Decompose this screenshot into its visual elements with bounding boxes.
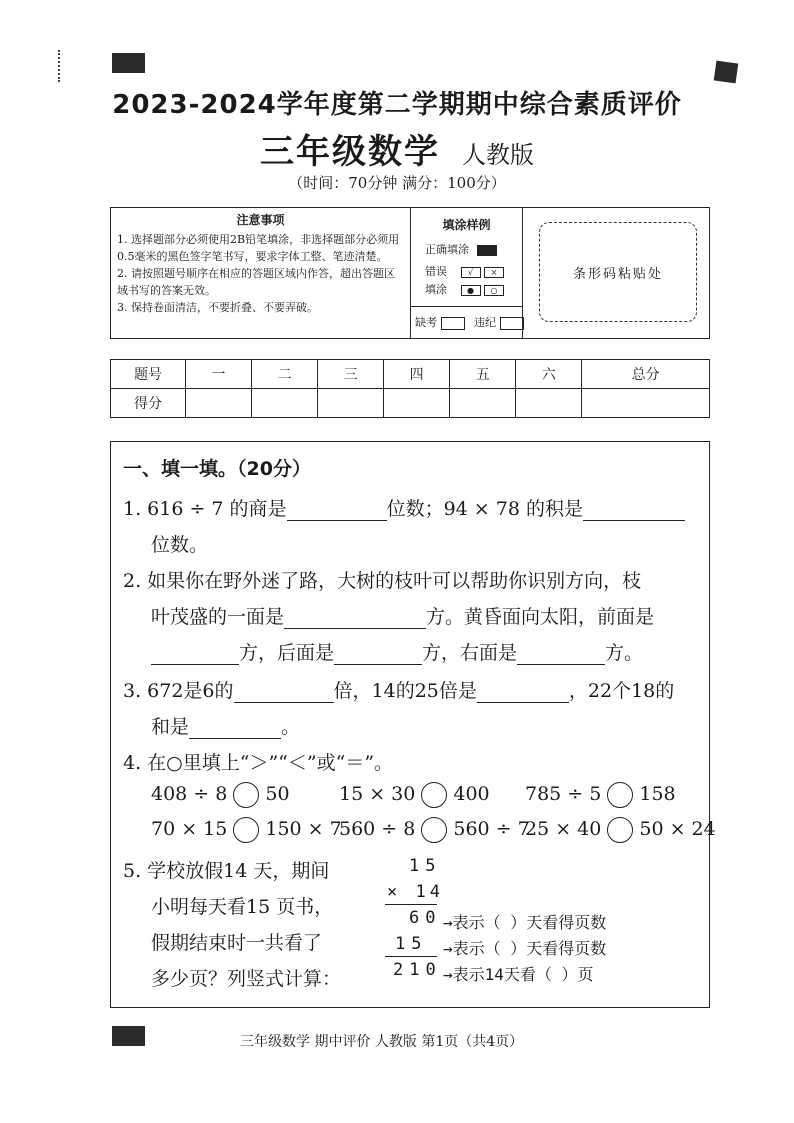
compare-right: 158 bbox=[639, 783, 676, 805]
notice-item: 2. 请按照题号顺序在相应的答题区域内作答，超出答题区域书写的答案无效。 bbox=[117, 267, 395, 297]
answer-blank[interactable] bbox=[334, 644, 422, 665]
section-fill-in bbox=[110, 441, 716, 1008]
compare-left: 785 ÷ 5 bbox=[525, 783, 602, 805]
wrong-fill-label-2: 填涂 bbox=[425, 283, 447, 296]
compare-left: 70 × 15 bbox=[151, 818, 228, 840]
compare-circle[interactable] bbox=[421, 782, 447, 808]
calc-partial-1: 60 bbox=[409, 908, 442, 928]
page-footer: 三年级数学 期中评价 人教版 第1页（共4页） bbox=[240, 1034, 524, 1050]
compare-left: 25 × 40 bbox=[525, 818, 602, 840]
score-header-cell: 五 bbox=[450, 360, 516, 389]
answer-blank[interactable] bbox=[287, 500, 387, 521]
score-table-score-row bbox=[111, 389, 710, 418]
exam-title: 2023-2024学年度第二学期期中综合素质评价 bbox=[112, 90, 682, 120]
q5-line: 小明每天看15 页书， bbox=[151, 896, 334, 918]
score-header-cell: 一 bbox=[186, 360, 252, 389]
q3-text-a: 3. 672是6的 bbox=[123, 680, 234, 702]
score-header-cell: 四 bbox=[384, 360, 450, 389]
violation-label: 违纪 bbox=[474, 316, 496, 329]
compare-item bbox=[525, 782, 676, 808]
violation-checkbox[interactable] bbox=[500, 317, 524, 330]
compare-item bbox=[339, 782, 490, 808]
compare-item bbox=[151, 817, 342, 843]
compare-item bbox=[339, 817, 530, 843]
compare-left: 560 ÷ 8 bbox=[339, 818, 416, 840]
q1-text-a: 1. 616 ÷ 7 的商是 bbox=[123, 498, 287, 520]
compare-circle[interactable] bbox=[233, 817, 259, 843]
question-2-line2 bbox=[151, 602, 654, 629]
calc-total: 210 bbox=[393, 960, 442, 980]
score-row-label: 得分 bbox=[111, 389, 186, 418]
calc-line bbox=[385, 904, 437, 905]
question-3 bbox=[123, 676, 674, 703]
q3-text-c: ，22个18的 bbox=[568, 680, 675, 702]
compare-right: 50 bbox=[265, 783, 290, 805]
score-cell[interactable] bbox=[318, 389, 384, 418]
compare-item bbox=[151, 782, 290, 808]
q4-title: 4. 在○里填上“＞”“＜”或“＝”。 bbox=[123, 752, 394, 774]
answer-blank[interactable] bbox=[189, 718, 281, 739]
q3-text-e: 。 bbox=[281, 716, 301, 738]
compare-circle[interactable] bbox=[607, 817, 633, 843]
wrong-fill-row bbox=[425, 263, 522, 279]
notice-box bbox=[110, 207, 710, 339]
compare-right: 560 ÷ 7 bbox=[453, 818, 530, 840]
binding-margin-dots bbox=[58, 50, 63, 82]
filled-box-icon bbox=[477, 245, 497, 256]
compare-item bbox=[525, 817, 716, 843]
q2-text-b: 叶茂盛的一面是 bbox=[151, 606, 285, 628]
compare-right: 50 × 24 bbox=[639, 818, 716, 840]
barcode-placeholder: 条形码粘贴处 bbox=[539, 222, 697, 322]
compare-left: 408 ÷ 8 bbox=[151, 783, 228, 805]
question-1 bbox=[123, 494, 685, 521]
question-3-line2 bbox=[151, 712, 300, 739]
score-cell[interactable] bbox=[516, 389, 582, 418]
question-2-line3 bbox=[151, 638, 643, 665]
answer-blank[interactable] bbox=[583, 500, 685, 521]
answer-blank[interactable] bbox=[234, 682, 334, 703]
score-table bbox=[110, 359, 710, 418]
fill-sample bbox=[411, 208, 523, 338]
compare-circle[interactable] bbox=[607, 782, 633, 808]
calc-line bbox=[385, 956, 437, 957]
absent-label: 缺考 bbox=[415, 316, 437, 329]
edition-label: 人教版 bbox=[462, 141, 534, 169]
score-header-cell: 题号 bbox=[111, 360, 186, 389]
q5-line: 假期结束时一共看了 bbox=[151, 932, 323, 954]
notice-item: 3. 保持卷面清洁，不要折叠、不要弄破。 bbox=[117, 301, 318, 314]
check-mark-icon: √ bbox=[461, 267, 481, 278]
cross-mark-icon: × bbox=[484, 267, 504, 278]
alignment-mark-top-left bbox=[112, 53, 145, 73]
q2-text-d: 方，后面是 bbox=[239, 642, 335, 664]
calc-note-3: →表示14天看（ ）页 bbox=[443, 965, 594, 984]
q3-text-d: 和是 bbox=[151, 716, 190, 738]
score-cell[interactable] bbox=[186, 389, 252, 418]
answer-blank[interactable] bbox=[517, 644, 605, 665]
q1-text-c: 位数。 bbox=[151, 534, 209, 556]
score-cell[interactable] bbox=[582, 389, 710, 418]
circle-mark-icon: ○ bbox=[484, 285, 504, 296]
notice-heading: 注意事项 bbox=[236, 213, 285, 227]
score-header-cell: 三 bbox=[318, 360, 384, 389]
dot-mark-icon: ● bbox=[461, 285, 481, 296]
notice-instructions bbox=[111, 208, 411, 338]
alignment-mark-top-right bbox=[714, 61, 739, 84]
section-title: 一、填一填。（20分） bbox=[123, 458, 311, 480]
score-table-header-row bbox=[111, 360, 710, 389]
q2-text-f: 方。 bbox=[605, 642, 644, 664]
q2-text-a: 2. 如果你在野外迷了路，大树的枝叶可以帮助你识别方向，枝 bbox=[123, 570, 642, 592]
answer-blank[interactable] bbox=[151, 644, 239, 665]
q1-text-b: 位数；94 × 78 的积是 bbox=[386, 498, 583, 520]
calc-note-1: →表示（ ）天看得页数 bbox=[443, 913, 607, 932]
calc-note-2: →表示（ ）天看得页数 bbox=[443, 939, 607, 958]
compare-right: 150 × 7 bbox=[265, 818, 342, 840]
q2-text-c: 方。黄昏面向太阳，前面是 bbox=[426, 606, 655, 628]
barcode-area bbox=[525, 208, 711, 338]
q3-text-b: 倍，14的25倍是 bbox=[333, 680, 477, 702]
calc-multiplier: × 14 bbox=[387, 882, 444, 902]
wrong-fill-label: 错误 bbox=[425, 265, 447, 278]
compare-right: 400 bbox=[453, 783, 490, 805]
calc-multiplicand: 15 bbox=[409, 856, 442, 876]
wrong-fill-row-2 bbox=[425, 281, 522, 297]
correct-fill-label: 正确填涂 bbox=[425, 243, 469, 256]
subject-title bbox=[0, 124, 794, 173]
absent-checkbox[interactable] bbox=[441, 317, 465, 330]
score-header-cell: 总分 bbox=[582, 360, 710, 389]
calc-partial-2: 15 bbox=[395, 934, 428, 954]
score-header-cell: 六 bbox=[516, 360, 582, 389]
compare-circle[interactable] bbox=[233, 782, 259, 808]
score-cell[interactable] bbox=[450, 389, 516, 418]
compare-left: 15 × 30 bbox=[339, 783, 416, 805]
absence-row bbox=[411, 306, 522, 330]
alignment-mark-bottom-left bbox=[112, 1026, 145, 1046]
q5-line: 5. 学校放假14 天，期间 bbox=[123, 860, 330, 882]
answer-blank[interactable] bbox=[284, 608, 426, 629]
score-header-cell: 二 bbox=[252, 360, 318, 389]
notice-item: 1. 选择题部分必须使用2B铅笔填涂，非选择题部分必须用0.5毫米的黑色签字笔书写，要求字体工整、笔迹清楚。 bbox=[117, 233, 400, 263]
exam-info: （时间：70分钟 满分：100分） bbox=[288, 174, 506, 192]
compare-circle[interactable] bbox=[421, 817, 447, 843]
score-cell[interactable] bbox=[384, 389, 450, 418]
vertical-calculation bbox=[383, 856, 693, 996]
q2-text-e: 方，右面是 bbox=[422, 642, 518, 664]
score-cell[interactable] bbox=[252, 389, 318, 418]
correct-fill-row bbox=[425, 241, 522, 257]
subject-name: 三年级数学 bbox=[260, 132, 440, 172]
fill-sample-heading: 填涂样例 bbox=[442, 218, 491, 232]
q5-line: 多少页？列竖式计算： bbox=[151, 968, 342, 990]
answer-blank[interactable] bbox=[477, 682, 569, 703]
